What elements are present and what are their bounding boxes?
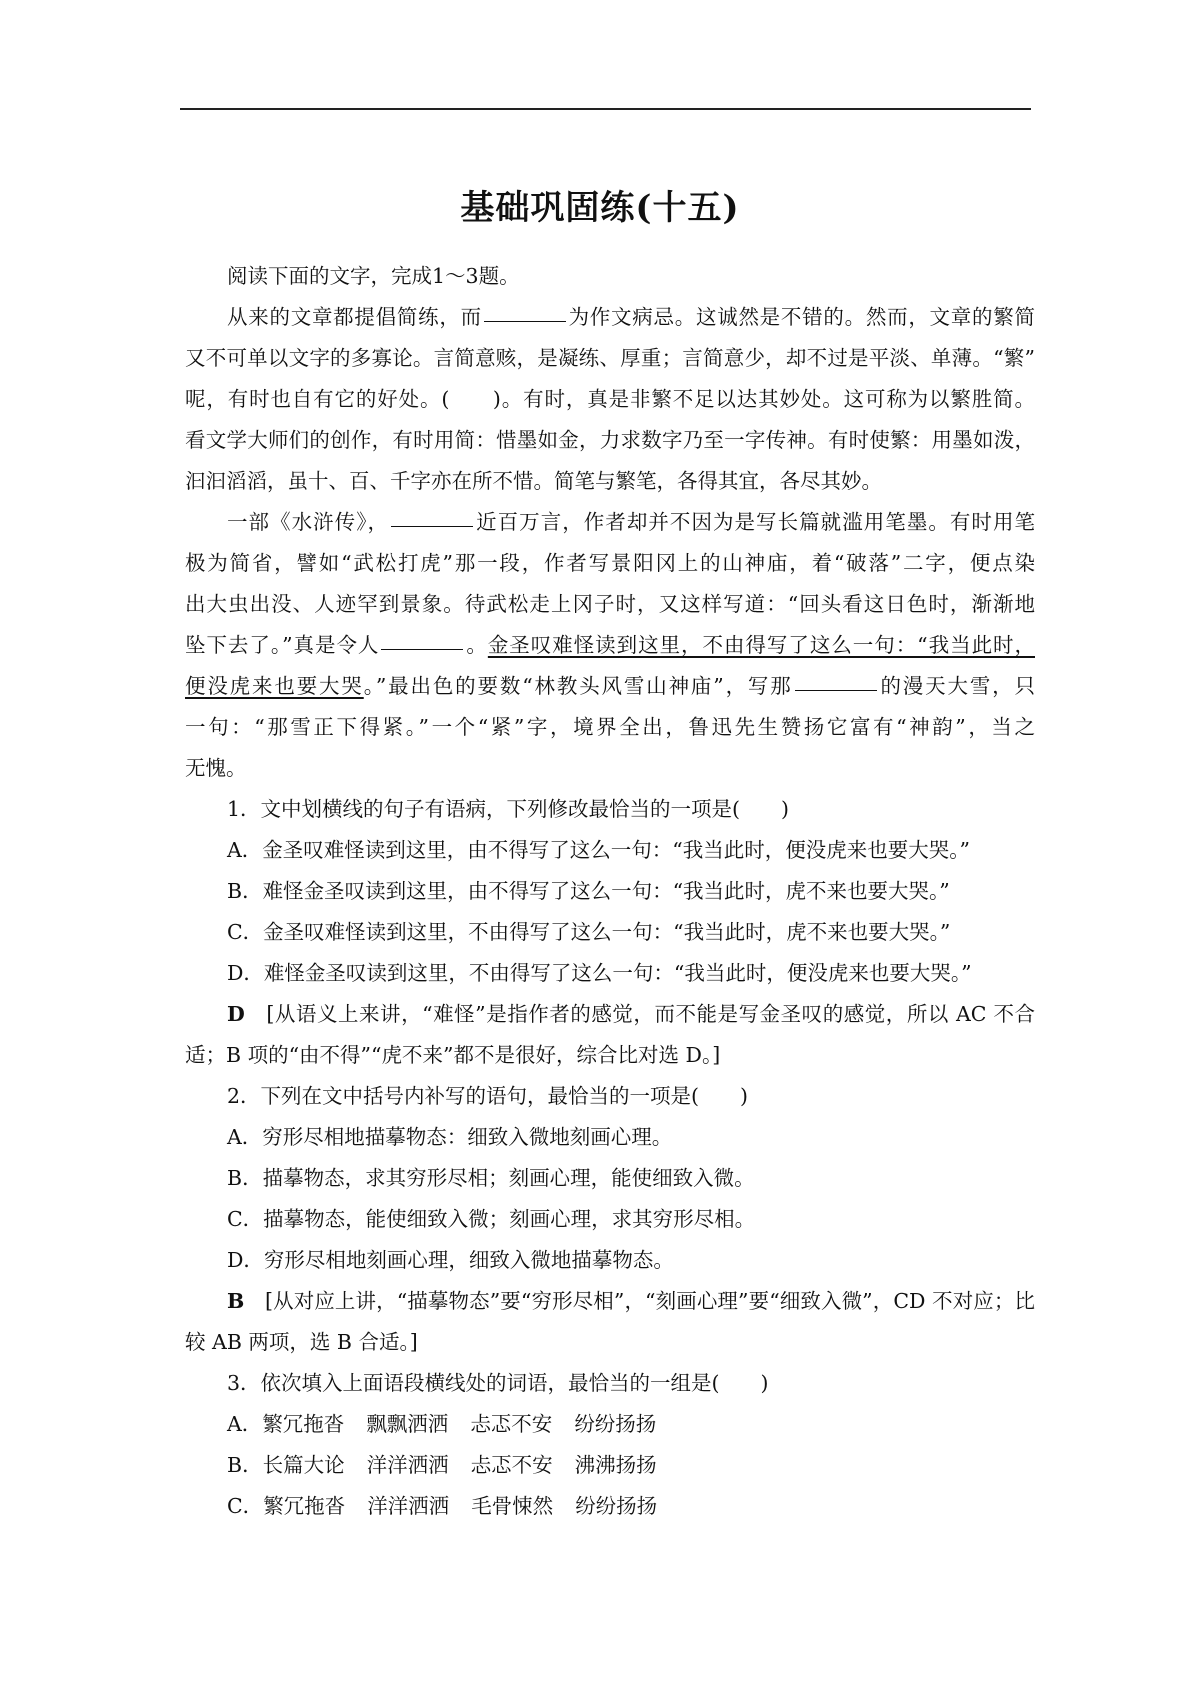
question-1 — [185, 789, 1035, 1076]
option-d: D．穷形尽相地刻画心理，细致入微地描摹物态。 — [227, 1248, 674, 1272]
underlined-sentence: 便没虎来也要大哭 — [185, 674, 364, 698]
document-body — [185, 256, 1035, 1527]
instruction: 阅读下面的文字，完成1～3题。 — [227, 264, 520, 288]
option-c: C．描摹物态，能使细致入微；刻画心理，求其穷形尽相。 — [227, 1207, 756, 1231]
text-line: 便没虎来也要大哭。”最出色的要数“林教头风雪山神庙”，写那 的漫天大雪，只 — [185, 674, 1036, 698]
passage-paragraph-2 — [185, 502, 1035, 789]
option-c: C．金圣叹难怪读到这里，不由得写了这么一句：“我当此时，虎不来也要大哭。” — [227, 920, 951, 944]
fill-blank — [391, 525, 473, 527]
text-line: 一句：“那雪正下得紧。”一个“紧”字，境界全出，鲁迅先生赞扬它富有“神韵”，当之 — [185, 715, 1035, 739]
text-line: 一部《水浒传》， 近百万言，作者却并不因为是写长篇就滥用笔墨。有时用笔 — [227, 510, 1036, 534]
answer-explanation-cont: 较 AB 两项，选 B 合适。] — [185, 1330, 418, 1354]
fill-blank — [381, 648, 463, 650]
fill-blank — [795, 689, 877, 691]
question-3 — [185, 1363, 1035, 1527]
header-rule — [180, 108, 1031, 110]
answer-key: B — [227, 1289, 245, 1313]
option-b: B．描摹物态，求其穷形尽相；刻画心理，能使细致入微。 — [227, 1166, 755, 1190]
text-line: 出大虫出没、人迹罕到景象。待武松走上冈子时，又这样写道：“回头看这日色时，渐渐地 — [185, 592, 1035, 616]
answer-explanation-cont: 适；B 项的“由不得”“虎不来”都不是很好，综合比对选 D。] — [185, 1043, 721, 1067]
option-d: D．难怪金圣叹读到这里，不由得写了这么一句：“我当此时，便没虎来也要大哭。” — [227, 961, 972, 985]
question-stem: 1．文中划横线的句子有语病，下列修改最恰当的一项是( ) — [227, 797, 790, 821]
option-a: A．穷形尽相地描摹物态：细致入微地刻画心理。 — [227, 1125, 673, 1149]
option-c: C．繁冗拖沓 洋洋洒洒 毛骨悚然 纷纷扬扬 — [227, 1494, 658, 1518]
answer-key: D — [227, 1002, 245, 1026]
text-line: 呢，有时也自有它的好处。( )。有时，真是非繁不足以达其妙处。这可称为以繁胜简。 — [185, 387, 1035, 411]
underlined-sentence: 金圣叹难怪读到这里，不由得写了这么一句：“我当此时， — [487, 633, 1035, 657]
text-line: 看文学大师们的创作，有时用简：惜墨如金，力求数字乃至一字传神。有时使繁：用墨如泼， — [185, 428, 1035, 452]
text-line: 极为简省，譬如“武松打虎”那一段，作者写景阳冈上的山神庙，着“破落”二字，便点染 — [185, 551, 1035, 575]
option-b: B．难怪金圣叹读到这里，由不得写了这么一句：“我当此时，虎不来也要大哭。” — [227, 879, 950, 903]
text-line: 又不可单以文字的多寡论。言简意赅，是凝练、厚重；言简意少，却不过是平淡、单薄。“繁” — [185, 346, 1035, 370]
text-line: 坠下去了。”真是令人 。金圣叹难怪读到这里，不由得写了这么一句：“我当此时， — [185, 633, 1035, 657]
page-title: 基础巩固练(十五) — [460, 188, 740, 228]
text-line: 汩汩滔滔，虽十、百、千字亦在所不惜。简笔与繁笔，各得其宜，各尽其妙。 — [185, 469, 882, 493]
option-b: B．长篇大论 洋洋洒洒 忐忑不安 沸沸扬扬 — [227, 1453, 657, 1477]
fill-blank — [484, 320, 566, 322]
answer-explanation: D [从语义上来讲，“难怪”是指作者的感觉，而不能是写金圣叹的感觉，所以 AC 不合 — [227, 1002, 1036, 1026]
option-a: A．繁冗拖沓 飘飘洒洒 忐忑不安 纷纷扬扬 — [227, 1412, 657, 1436]
answer-explanation: B [从对应上讲，“描摹物态”要“穷形尽相”，“刻画心理”要“细致入微”，CD 不对应；比 — [227, 1289, 1035, 1313]
passage-paragraph-1 — [185, 297, 1035, 502]
question-stem: 3．依次填入上面语段横线处的词语，最恰当的一组是( ) — [227, 1371, 769, 1395]
text-line: 从来的文章都提倡简练，而 为作文病忌。这诚然是不错的。然而，文章的繁简 — [227, 305, 1036, 329]
text-line: 无愧。 — [185, 756, 247, 780]
option-a: A．金圣叹难怪读到这里，由不得写了这么一句：“我当此时，便没虎来也要大哭。” — [227, 838, 971, 862]
question-2 — [185, 1076, 1035, 1363]
question-stem: 2．下列在文中括号内补写的语句，最恰当的一项是( ) — [227, 1084, 749, 1108]
